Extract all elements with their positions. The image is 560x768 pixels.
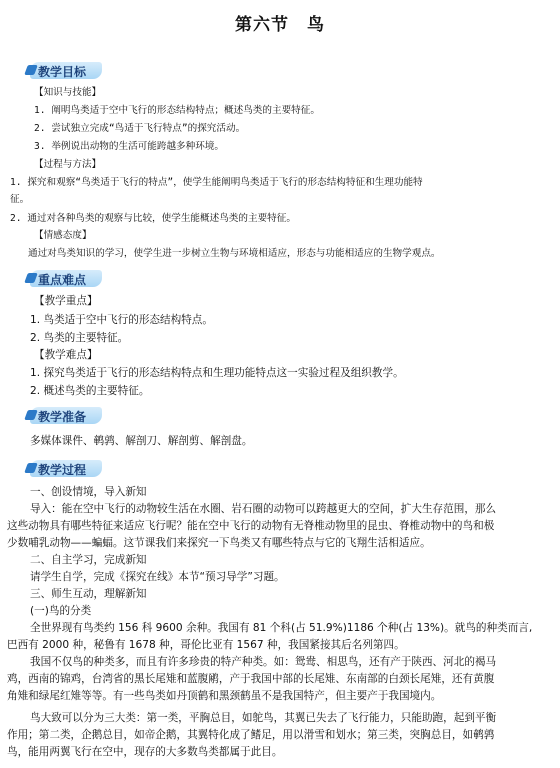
badge-leaf-icon	[24, 65, 38, 75]
section-badge-goals	[30, 62, 102, 79]
goals-knowledge-item-3: 3. 举例说出动物的生活可能跨越多种环境。	[34, 141, 225, 152]
goals-process-item-1-cont: 征。	[10, 194, 30, 205]
goals-knowledge-item-1: 1. 阐明鸟类适于空中飞行的形态结构特点；概述鸟类的主要特征。	[34, 105, 320, 116]
keypoints-difficulty-heading: 【教学难点】	[34, 349, 98, 361]
process-heading-2: 二、自主学习，完成新知	[30, 554, 147, 566]
badge-leaf-icon	[24, 410, 38, 420]
process-subheading-bird-classification: (一)鸟的分类	[30, 605, 92, 617]
page-title: 第六节 鸟	[235, 15, 325, 35]
section-title-prep: 教学准备	[38, 410, 87, 424]
section-badge-prep	[30, 407, 102, 424]
process-paragraph-1: 导入：能在空中飞行的动物较生活在水圈、岩石圈的动物可以跨越更大的空间，扩大生存范围，那么	[30, 503, 497, 515]
process-heading-3: 三、师生互动，理解新知	[30, 588, 147, 600]
process-paragraph-5: 鸟大致可以分为三大类：第一类，平胸总目，如鸵鸟，其翼已失去了飞行能力，只能助跑，起到平衡	[30, 712, 497, 724]
process-paragraph-3-cont: 巴西有 2000 种，秘鲁有 1678 种，哥伦比亚有 1567 种，我国紧接其后名列第四。	[7, 639, 405, 651]
goals-knowledge-item-2: 2. 尝试独立完成“鸟适于飞行特点”的探究活动。	[34, 123, 246, 134]
process-paragraph-3: 全世界现有鸟类约 156 科 9600 余种。我国有 81 个科(占 51.9%)1186 个种(占 13%)。就鸟的种类而言,	[30, 622, 533, 634]
process-paragraph-4-cont: 角雉和绿尾红雉等等。有一些鸟类如丹顶鹤和黑颈鹤虽不是我国特产，但主要产于我国境内。	[7, 690, 442, 702]
goals-emotion-text: 通过对鸟类知识的学习，使学生进一步树立生物与环境相适应，形态与功能相适应的生物学观点。	[28, 248, 441, 259]
prep-materials: 多媒体课件、鹌鹑、解剖刀、解剖剪、解剖盘。	[30, 435, 253, 447]
keypoints-difficulty-item-1: 1. 探究鸟类适于飞行的形态结构特点和生理功能特点这一实验过程及组织教学。	[30, 367, 404, 379]
badge-leaf-icon	[24, 273, 38, 283]
process-paragraph-1-cont: 这些动物具有哪些特征来适应飞行呢？能在空中飞行的动物有无脊椎动物里的昆虫、脊椎动物中的鸟和极	[7, 520, 495, 532]
section-badge-process	[30, 460, 102, 477]
process-paragraph-1-cont: 少数哺乳动物——蝙蝠。这节课我们来探究一下鸟类又有哪些特点与它的飞翔生活相适应。	[7, 537, 431, 549]
keypoints-focus-item-1: 1. 鸟类适于空中飞行的形态结构特点。	[30, 314, 213, 326]
keypoints-focus-item-2: 2. 鸟类的主要特征。	[30, 332, 129, 344]
process-paragraph-5-cont: 作用；第二类，企鹅总目，如帝企鹅，其翼特化成了鳍足，用以滑雪和划水；第三类，突胸总目，如鹌鹑	[7, 729, 495, 741]
process-heading-1: 一、创设情境，导入新知	[30, 486, 147, 498]
goals-process-heading: 【过程与方法】	[34, 159, 102, 170]
goals-process-item-1: 1. 探究和观察“鸟类适于飞行的特点”，使学生能阐明鸟类适于飞行的形态结构特征和生理功能特	[10, 177, 423, 188]
section-title-process: 教学过程	[38, 463, 87, 477]
process-paragraph-4-cont: 鸡，西南的锦鸡，台湾省的黑长尾雉和蓝腹鹇，产于我国中部的长尾雉、东南部的白颈长尾雉，还有黄腹	[7, 673, 495, 685]
goals-knowledge-heading: 【知识与技能】	[34, 87, 102, 98]
badge-leaf-icon	[24, 463, 38, 473]
process-paragraph-5-cont: 鸟，能用两翼飞行在空中，现存的大多数鸟类都属于此目。	[7, 746, 283, 758]
keypoints-difficulty-item-2: 2. 概述鸟类的主要特征。	[30, 385, 150, 397]
goals-process-item-2: 2. 通过对各种鸟类的观察与比较，使学生能概述鸟类的主要特征。	[10, 213, 296, 224]
section-badge-keypoints	[30, 270, 102, 287]
section-title-keypoints: 重点难点	[38, 273, 87, 287]
goals-emotion-heading: 【情感态度】	[34, 230, 92, 241]
process-paragraph-4: 我国不仅鸟的种类多，而且有许多珍贵的特产种类。如：鸳鸯、相思鸟，还有产于陕西、河北的褐马	[30, 656, 497, 668]
keypoints-focus-heading: 【教学重点】	[34, 295, 98, 307]
section-title-goals: 教学目标	[38, 65, 87, 79]
process-paragraph-2: 请学生自学，完成《探究在线》本节“预习导学”习题。	[30, 571, 285, 583]
